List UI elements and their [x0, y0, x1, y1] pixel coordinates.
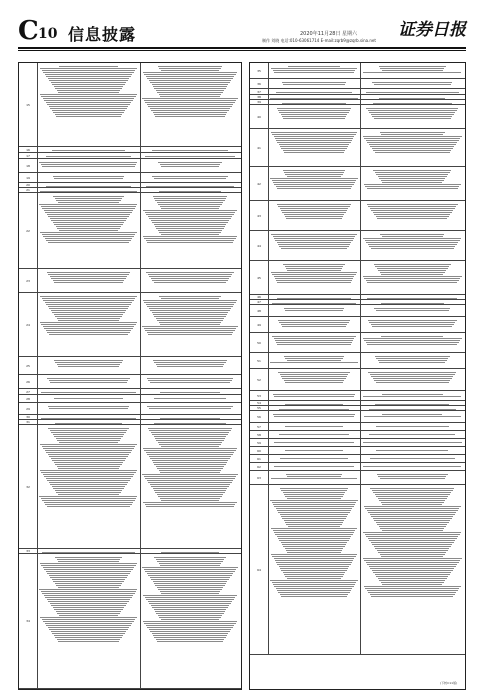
- revised-clause-text: [142, 271, 238, 290]
- brand-logo: 证券日报: [398, 20, 466, 40]
- table-row: [250, 431, 465, 439]
- revised-clause-text: [362, 263, 462, 292]
- column-divider: [360, 353, 361, 368]
- row-number: 61: [250, 455, 269, 462]
- masthead-rule-thin: [18, 50, 466, 51]
- row-number: 51: [250, 353, 269, 368]
- revised-clause-text: [362, 107, 462, 126]
- original-clause-text: [39, 397, 138, 400]
- revised-clause-text: [362, 335, 462, 350]
- column-divider: [140, 425, 141, 548]
- table-row: [250, 317, 465, 333]
- row-number: 23: [19, 269, 38, 292]
- revised-clause-text: [142, 359, 238, 372]
- column-divider: [140, 554, 141, 688]
- original-clause-text: [270, 487, 358, 652]
- column-divider: [140, 420, 141, 424]
- original-clause-text: [39, 155, 138, 156]
- row-number: 39: [250, 100, 269, 104]
- row-number: 38: [250, 95, 269, 99]
- original-clause-text: [270, 393, 358, 398]
- row-number: 34: [19, 554, 38, 688]
- table-row: [250, 423, 465, 431]
- revised-clause-text: [362, 449, 462, 452]
- table-row: [19, 375, 241, 389]
- column-divider: [140, 357, 141, 374]
- original-clause-text: [270, 131, 358, 164]
- column-divider: [140, 153, 141, 158]
- column-divider: [360, 463, 361, 470]
- column-divider: [140, 193, 141, 268]
- amendment-table-left: [18, 62, 242, 690]
- revised-clause-text: [142, 195, 238, 266]
- column-divider: [360, 423, 361, 430]
- original-clause-text: [39, 427, 138, 546]
- table-row: [19, 395, 241, 403]
- table-row: [19, 403, 241, 415]
- column-divider: [360, 305, 361, 316]
- row-number: 54: [250, 401, 269, 405]
- row-number: 35: [250, 63, 269, 78]
- table-row: [250, 463, 465, 471]
- table-row: [250, 105, 465, 129]
- original-clause-text: [270, 65, 358, 76]
- row-number: 43: [250, 201, 269, 230]
- original-clause-text: [39, 65, 138, 144]
- row-number: 15: [19, 63, 38, 146]
- column-divider: [140, 293, 141, 356]
- table-row: [250, 447, 465, 455]
- issue-contact: 制作 刘晓 电话:010-63061714 E-mail:zqrb9@zqrb.sina.net: [262, 38, 376, 43]
- original-clause-text: [39, 175, 138, 180]
- table-row: [250, 439, 465, 447]
- table-row: [250, 231, 465, 261]
- column-divider: [360, 129, 361, 166]
- masthead: [0, 0, 484, 52]
- revised-clause-text: [362, 233, 462, 258]
- row-number: 18: [19, 159, 38, 172]
- table-row: [250, 455, 465, 463]
- original-clause-text: [270, 263, 358, 292]
- row-number: 26: [19, 375, 38, 388]
- column-divider: [360, 485, 361, 654]
- revised-clause-text: [362, 393, 462, 398]
- column-divider: [360, 411, 361, 422]
- original-clause-text: [39, 359, 138, 372]
- revised-clause-text: [362, 473, 462, 482]
- section-letter: C: [18, 16, 39, 46]
- row-number: 29: [19, 403, 38, 414]
- revised-clause-text: [362, 91, 462, 92]
- original-clause-text: [270, 465, 358, 468]
- original-clause-text: [270, 307, 358, 314]
- masthead-rule: [18, 47, 466, 49]
- revised-clause-text: [362, 169, 462, 198]
- column-divider: [360, 95, 361, 99]
- revised-clause-text: [142, 65, 238, 144]
- column-divider: [360, 455, 361, 462]
- column-divider: [360, 231, 361, 260]
- continued-note: (下转C11版): [440, 681, 458, 685]
- original-clause-text: [39, 149, 138, 150]
- original-clause-text: [270, 107, 358, 126]
- row-number: 31: [19, 420, 38, 424]
- revised-clause-text: [142, 175, 238, 180]
- revised-clause-text: [362, 65, 462, 76]
- original-clause-text: [270, 371, 358, 388]
- column-divider: [140, 403, 141, 414]
- table-row: [19, 554, 241, 689]
- row-number: 53: [250, 391, 269, 400]
- row-number: 47: [250, 300, 269, 304]
- row-number: 58: [250, 431, 269, 438]
- row-number: 17: [19, 153, 38, 158]
- table-row: [250, 201, 465, 231]
- revised-clause-text: [362, 355, 462, 366]
- table-row: [250, 391, 465, 401]
- column-divider: [360, 439, 361, 446]
- original-clause-text: [39, 391, 138, 392]
- table-row: [250, 369, 465, 391]
- revised-clause-text: [142, 161, 238, 170]
- row-number: 16: [19, 147, 38, 152]
- row-number: 59: [250, 439, 269, 446]
- original-clause-text: [270, 449, 358, 452]
- original-clause-text: [270, 91, 358, 92]
- revised-clause-text: [362, 441, 462, 444]
- row-number: 63: [250, 471, 269, 484]
- revised-clause-text: [362, 81, 462, 86]
- revised-clause-text: [362, 307, 462, 314]
- column-divider: [140, 375, 141, 388]
- row-number: 60: [250, 447, 269, 454]
- original-clause-text: [270, 203, 358, 228]
- row-number: 32: [19, 425, 38, 548]
- column-divider: [360, 401, 361, 405]
- row-number: 25: [19, 357, 38, 374]
- revised-clause-text: [142, 149, 238, 150]
- table-row: [250, 411, 465, 423]
- row-number: 33: [19, 549, 38, 553]
- row-number: 62: [250, 463, 269, 470]
- revised-clause-text: [362, 413, 462, 420]
- revised-clause-text: [142, 391, 238, 392]
- revised-clause-text: [142, 397, 238, 400]
- table-row: [19, 193, 241, 269]
- column-divider: [140, 183, 141, 187]
- table-row: [250, 167, 465, 201]
- column-divider: [360, 89, 361, 94]
- column-divider: [140, 159, 141, 172]
- column-divider: [360, 471, 361, 484]
- issue-date: 2020年11月28日 星期六: [300, 31, 358, 37]
- revised-clause-text: [362, 131, 462, 164]
- table-row: [250, 305, 465, 317]
- revised-clause-text: [362, 425, 462, 428]
- original-clause-text: [270, 413, 358, 420]
- row-number: 46: [250, 295, 269, 299]
- column-divider: [140, 549, 141, 553]
- original-clause-text: [39, 295, 138, 354]
- row-number: 45: [250, 261, 269, 294]
- revised-clause-text: [142, 295, 238, 354]
- column-divider: [360, 391, 361, 400]
- row-number: 64: [250, 485, 269, 654]
- row-number: 36: [250, 79, 269, 88]
- revised-clause-text: [362, 203, 462, 228]
- column-divider: [360, 63, 361, 78]
- column-divider: [360, 261, 361, 294]
- revised-clause-text: [362, 457, 462, 460]
- revised-clause-text: [142, 377, 238, 386]
- table-row: [250, 261, 465, 295]
- column-divider: [360, 333, 361, 352]
- revised-clause-text: [142, 405, 238, 412]
- section-title: 信息披露: [68, 25, 137, 44]
- original-clause-text: [39, 161, 138, 170]
- row-number: 19: [19, 173, 38, 182]
- original-clause-text: [270, 335, 358, 350]
- row-number: 30: [19, 415, 38, 419]
- original-clause-text: [270, 169, 358, 198]
- table-row: [19, 269, 241, 293]
- original-clause-text: [270, 233, 358, 258]
- row-number: 57: [250, 423, 269, 430]
- row-number: 50: [250, 333, 269, 352]
- revised-clause-text: [362, 319, 462, 330]
- table-row: [19, 425, 241, 549]
- column-divider: [360, 295, 361, 299]
- table-row: [250, 485, 465, 655]
- column-divider: [360, 317, 361, 332]
- column-divider: [360, 100, 361, 104]
- row-number: 49: [250, 317, 269, 332]
- row-number: 55: [250, 406, 269, 410]
- revised-clause-text: [362, 433, 462, 436]
- row-number: 21: [19, 188, 38, 192]
- original-clause-text: [270, 319, 358, 330]
- revised-clause-text: [362, 487, 462, 652]
- column-divider: [140, 389, 141, 394]
- revised-clause-text: [142, 427, 238, 546]
- column-divider: [360, 447, 361, 454]
- row-number: 41: [250, 129, 269, 166]
- table-row: [19, 159, 241, 173]
- column-divider: [140, 147, 141, 152]
- column-divider: [140, 173, 141, 182]
- table-row: [19, 173, 241, 183]
- original-clause-text: [270, 81, 358, 86]
- original-clause-text: [270, 355, 358, 366]
- table-row: [250, 129, 465, 167]
- original-clause-text: [39, 556, 138, 686]
- row-number: 52: [250, 369, 269, 390]
- row-number: 28: [19, 395, 38, 402]
- row-number: 48: [250, 305, 269, 316]
- column-divider: [360, 431, 361, 438]
- original-clause-text: [39, 271, 138, 290]
- column-divider: [140, 269, 141, 292]
- column-divider: [360, 167, 361, 200]
- row-number: 56: [250, 411, 269, 422]
- original-clause-text: [39, 195, 138, 266]
- column-divider: [360, 201, 361, 230]
- original-clause-text: [270, 473, 358, 482]
- section-number: 10: [38, 26, 58, 42]
- table-row: [250, 333, 465, 353]
- row-number: 27: [19, 389, 38, 394]
- table-row: [250, 63, 465, 79]
- column-divider: [360, 406, 361, 410]
- row-number: 40: [250, 105, 269, 128]
- original-clause-text: [39, 377, 138, 386]
- revised-clause-text: [362, 465, 462, 468]
- table-row: [250, 79, 465, 89]
- column-divider: [140, 395, 141, 402]
- column-divider: [140, 415, 141, 419]
- original-clause-text: [270, 457, 358, 460]
- table-row: [19, 357, 241, 375]
- table-row: [250, 471, 465, 485]
- column-divider: [360, 105, 361, 128]
- row-number: 37: [250, 89, 269, 94]
- column-divider: [360, 79, 361, 88]
- revised-clause-text: [362, 371, 462, 388]
- original-clause-text: [39, 405, 138, 412]
- column-divider: [360, 300, 361, 304]
- row-number: 20: [19, 183, 38, 187]
- revised-clause-text: [142, 155, 238, 156]
- column-divider: [140, 63, 141, 146]
- table-row: [250, 353, 465, 369]
- row-number: 42: [250, 167, 269, 200]
- original-clause-text: [270, 425, 358, 428]
- column-divider: [140, 188, 141, 192]
- table-row: [19, 293, 241, 357]
- amendment-table-right: [249, 62, 466, 690]
- original-clause-text: [270, 433, 358, 436]
- row-number: 44: [250, 231, 269, 260]
- table-row: [19, 63, 241, 147]
- row-number: 24: [19, 293, 38, 356]
- revised-clause-text: [142, 556, 238, 686]
- original-clause-text: [270, 441, 358, 444]
- column-divider: [360, 369, 361, 390]
- row-number: 22: [19, 193, 38, 268]
